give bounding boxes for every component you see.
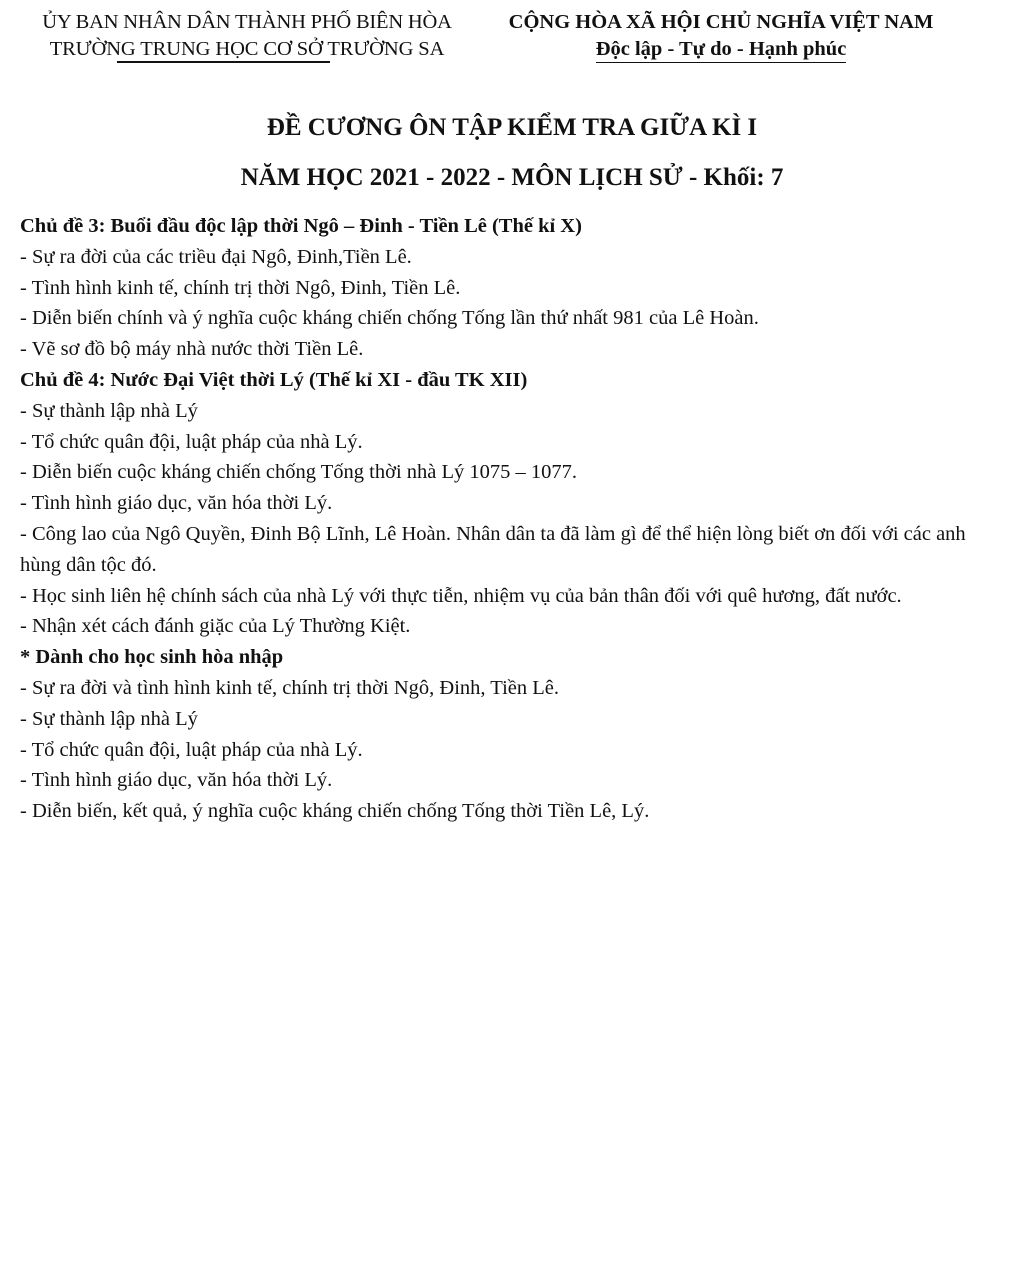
topic4-item: - Sự thành lập nhà Lý <box>20 399 198 422</box>
topic4-item: - Diễn biến cuộc kháng chiến chống Tống thời nhà Lý 1075 – 1077. <box>20 461 578 484</box>
topic4-item: - Tổ chức quân đội, luật pháp của nhà Lý. <box>20 430 363 453</box>
document-title: ĐỀ CƯƠNG ÔN TẬP KIỂM TRA GIỮA KÌ I <box>266 114 758 141</box>
inclusive-item: - Diễn biến, kết quả, ý nghĩa cuộc kháng chiến chống Tống thời Tiền Lê, Lý. <box>20 800 650 823</box>
topic4-item: - Học sinh liên hệ chính sách của nhà Lý với thực tiễn, nhiệm vụ của bản thân đối với quê hương, đất nước. <box>20 584 902 607</box>
topic4-item: - Công lao của Ngô Quyền, Đinh Bộ Lĩnh, Lê Hoàn. Nhân dân ta đã làm gì để thể hiện lòng biết ơn đối với các anh hùng dân tộc đó. <box>20 522 966 576</box>
inclusive-item: - Tổ chức quân đội, luật pháp của nhà Lý. <box>20 738 363 761</box>
topic3-item: - Sự ra đời của các triều đại Ngô, Đinh,Tiền Lê. <box>20 245 412 268</box>
topic4-item: - Nhận xét cách đánh giặc của Lý Thường Kiệt. <box>20 615 411 638</box>
inclusive-item: - Sự thành lập nhà Lý <box>20 707 198 730</box>
topic3-item: - Vẽ sơ đồ bộ máy nhà nước thời Tiền Lê. <box>20 338 364 361</box>
inclusive-item: - Sự ra đời và tình hình kinh tế, chính trị thời Ngô, Đinh, Tiền Lê. <box>20 676 559 699</box>
document-body <box>20 211 992 827</box>
topic4-item: - Tình hình giáo dục, văn hóa thời Lý. <box>20 492 333 515</box>
national-name: CỘNG HÒA XÃ HỘI CHỦ NGHĨA VIỆT NAM <box>508 11 934 33</box>
document-subtitle: NĂM HỌC 2021 - 2022 - MÔN LỊCH SỬ - Khối: 7 <box>240 164 784 191</box>
topic3-item: - Tình hình kinh tế, chính trị thời Ngô, Đinh, Tiền Lê. <box>20 276 461 299</box>
national-motto: Độc lập - Tự do - Hạnh phúc <box>596 37 847 63</box>
issuing-authority-block <box>22 9 472 63</box>
topic4-heading: Chủ đề 4: Nước Đại Việt thời Lý (Thế kỉ XI - đầu TK XII) <box>20 368 528 391</box>
authority-name: ỦY BAN NHÂN DÂN THÀNH PHỐ BIÊN HÒA <box>42 11 452 33</box>
school-name-underline <box>117 61 330 63</box>
topic3-heading: Chủ đề 3: Buổi đầu độc lập thời Ngô – Đinh - Tiền Lê (Thế kỉ X) <box>20 215 582 237</box>
inclusive-heading: * Dành cho học sinh hòa nhập <box>20 646 284 669</box>
inclusive-item: - Tình hình giáo dục, văn hóa thời Lý. <box>20 769 333 792</box>
topic3-item: - Diễn biến chính và ý nghĩa cuộc kháng chiến chống Tống lần thứ nhất 981 của Lê Hoàn. <box>20 307 759 330</box>
school-name: TRƯỜNG TRUNG HỌC CƠ SỞ TRƯỜNG SA <box>49 38 445 60</box>
national-title-block <box>490 9 952 63</box>
